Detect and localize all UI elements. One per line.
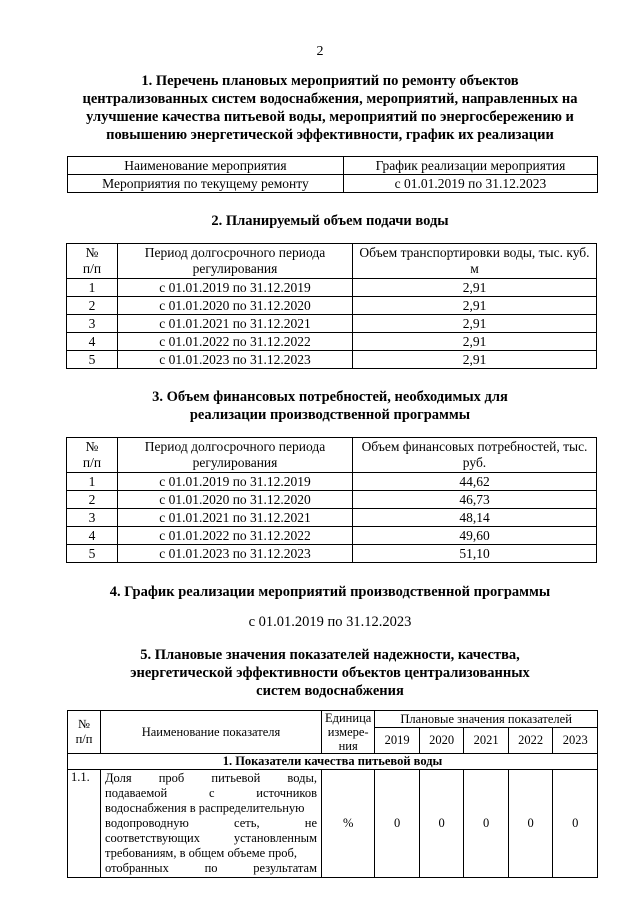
row-volume: 2,91 xyxy=(353,351,597,369)
indicators-table xyxy=(67,710,598,878)
row-period: с 01.01.2021 по 31.12.2021 xyxy=(118,315,353,333)
section1-title: 1. Перечень плановых мероприятий по ремонту объектов централизованных систем водоснабжения, мероприятий, направленных на улучшение качества питьевой воды, мероприятий по энергосбережению и повышению энергетической эффективности, график их реализации xyxy=(82,73,578,143)
header-indicator-name: Наименование показателя xyxy=(101,711,322,754)
table-row xyxy=(67,491,597,509)
row-num: 2 xyxy=(67,491,118,509)
row-value: 0 xyxy=(419,770,464,878)
row-period: с 01.01.2022 по 31.12.2022 xyxy=(118,333,353,351)
row-num: 5 xyxy=(67,545,118,563)
header-period: Период долгосрочного периода регулирования xyxy=(118,438,353,473)
header-period: Период долгосрочного периода регулирования xyxy=(118,244,353,279)
row-num: 3 xyxy=(67,315,118,333)
section4-period: с 01.01.2019 по 31.12.2023 xyxy=(248,614,412,630)
row-num: 1.1. xyxy=(68,770,101,878)
section5-title: 5. Плановые значения показателей надежности, качества, энергетической эффективности объектов централизованных систем водоснабжения xyxy=(130,647,530,699)
row-volume: 2,91 xyxy=(353,297,597,315)
activity-name: Мероприятия по текущему ремонту xyxy=(68,175,344,193)
subsection-title: 1. Показатели качества питьевой воды xyxy=(68,754,598,770)
table-row xyxy=(67,315,597,333)
row-amount: 46,73 xyxy=(353,491,597,509)
activities-table xyxy=(67,156,598,193)
row-amount: 51,10 xyxy=(353,545,597,563)
header-num: № п/п xyxy=(67,244,118,279)
header-activity-name: Наименование мероприятия xyxy=(68,157,344,175)
header-planned-values: Плановые значения показателей xyxy=(375,711,598,728)
indicator-description: Доля проб питьевой воды, подаваемой с источников водоснабжения в распределительную водопроводную сеть, не соответствующих установленным требованиям, в общем объеме проб, отобранных по результатам xyxy=(101,770,322,878)
header-year: 2020 xyxy=(419,728,464,754)
row-period: с 01.01.2020 по 31.12.2020 xyxy=(118,491,353,509)
table-row xyxy=(67,527,597,545)
row-period: с 01.01.2022 по 31.12.2022 xyxy=(118,527,353,545)
water-supply-table xyxy=(66,243,597,369)
header-year: 2022 xyxy=(508,728,553,754)
section4-title: 4. График реализации мероприятий производственной программы xyxy=(109,584,551,600)
header-year: 2019 xyxy=(375,728,420,754)
row-period: с 01.01.2019 по 31.12.2019 xyxy=(118,279,353,297)
table-row xyxy=(67,473,597,491)
row-unit: % xyxy=(322,770,375,878)
row-value: 0 xyxy=(464,770,509,878)
row-amount: 44,62 xyxy=(353,473,597,491)
row-num: 3 xyxy=(67,509,118,527)
row-value: 0 xyxy=(553,770,598,878)
row-period: с 01.01.2023 по 31.12.2023 xyxy=(118,351,353,369)
table-row xyxy=(68,175,598,193)
table-row xyxy=(67,279,597,297)
row-volume: 2,91 xyxy=(353,279,597,297)
row-amount: 48,14 xyxy=(353,509,597,527)
header-year: 2023 xyxy=(553,728,598,754)
row-num: 1 xyxy=(67,473,118,491)
header-num: № п/п xyxy=(68,711,101,754)
section2-title: 2. Планируемый объем подачи воды xyxy=(211,213,449,229)
table-row xyxy=(67,297,597,315)
row-period: с 01.01.2023 по 31.12.2023 xyxy=(118,545,353,563)
table-row xyxy=(68,770,598,878)
header-schedule: График реализации мероприятия xyxy=(343,157,597,175)
row-volume: 2,91 xyxy=(353,315,597,333)
row-num: 4 xyxy=(67,333,118,351)
table-row xyxy=(67,333,597,351)
row-amount: 49,60 xyxy=(353,527,597,545)
header-unit: Единица измере- ния xyxy=(322,711,375,754)
table-row xyxy=(67,509,597,527)
row-value: 0 xyxy=(508,770,553,878)
row-value: 0 xyxy=(375,770,420,878)
row-num: 4 xyxy=(67,527,118,545)
row-num: 5 xyxy=(67,351,118,369)
header-num: № п/п xyxy=(67,438,118,473)
table-row xyxy=(67,545,597,563)
page-number: 2 xyxy=(316,44,324,59)
row-period: с 01.01.2020 по 31.12.2020 xyxy=(118,297,353,315)
row-period: с 01.01.2021 по 31.12.2021 xyxy=(118,509,353,527)
header-volume: Объем транспортировки воды, тыс. куб. м xyxy=(353,244,597,279)
section3-title: 3. Объем финансовых потребностей, необходимых для реализации производственной программы xyxy=(152,389,508,423)
row-period: с 01.01.2019 по 31.12.2019 xyxy=(118,473,353,491)
header-year: 2021 xyxy=(464,728,509,754)
financial-needs-table xyxy=(66,437,597,563)
row-volume: 2,91 xyxy=(353,333,597,351)
row-num: 2 xyxy=(67,297,118,315)
row-num: 1 xyxy=(67,279,118,297)
header-finance: Объем финансовых потребностей, тыс. руб. xyxy=(353,438,597,473)
activity-schedule: с 01.01.2019 по 31.12.2023 xyxy=(343,175,597,193)
table-row xyxy=(67,351,597,369)
